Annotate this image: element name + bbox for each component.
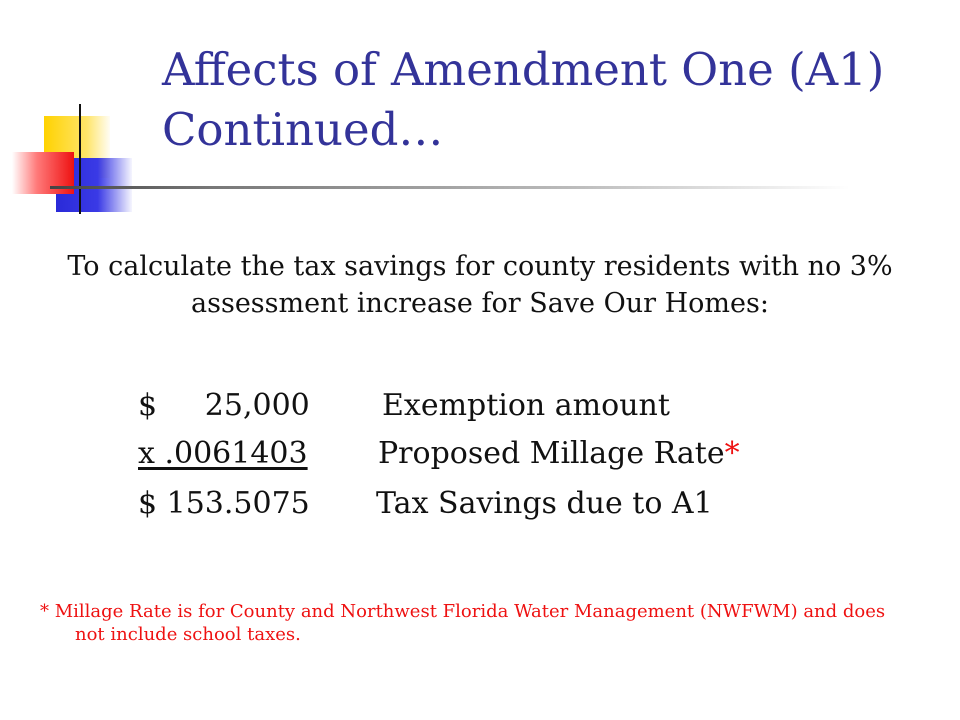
tax-savings-value: $ 153.5075 [138,486,310,521]
slide-title [162,40,942,160]
footnote-marker: * [724,436,740,471]
tax-savings-label: Tax Savings due to A1 [376,486,713,521]
title-underline-rule [50,186,850,189]
intro-text: To calculate the tax savings for county residents with no 3% assessment increase for Save Our Homes: [67,251,893,319]
slide-title-line-1: Affects of Amendment One (A1) [162,43,885,96]
exemption-label: Exemption amount [382,388,670,423]
slide-title-line-2: Continued… [162,103,444,156]
decorative-vertical-line [79,104,81,214]
millage-rate-label-group [378,434,740,474]
exemption-value: $ 25,000 [138,388,310,423]
millage-rate-label: Proposed Millage Rate [378,436,725,471]
footnote: * Millage Rate is for County and Northwest Florida Water Management (NWFWM) and does not include school taxes. [40,601,886,645]
millage-rate-value: x .0061403 [138,436,308,471]
